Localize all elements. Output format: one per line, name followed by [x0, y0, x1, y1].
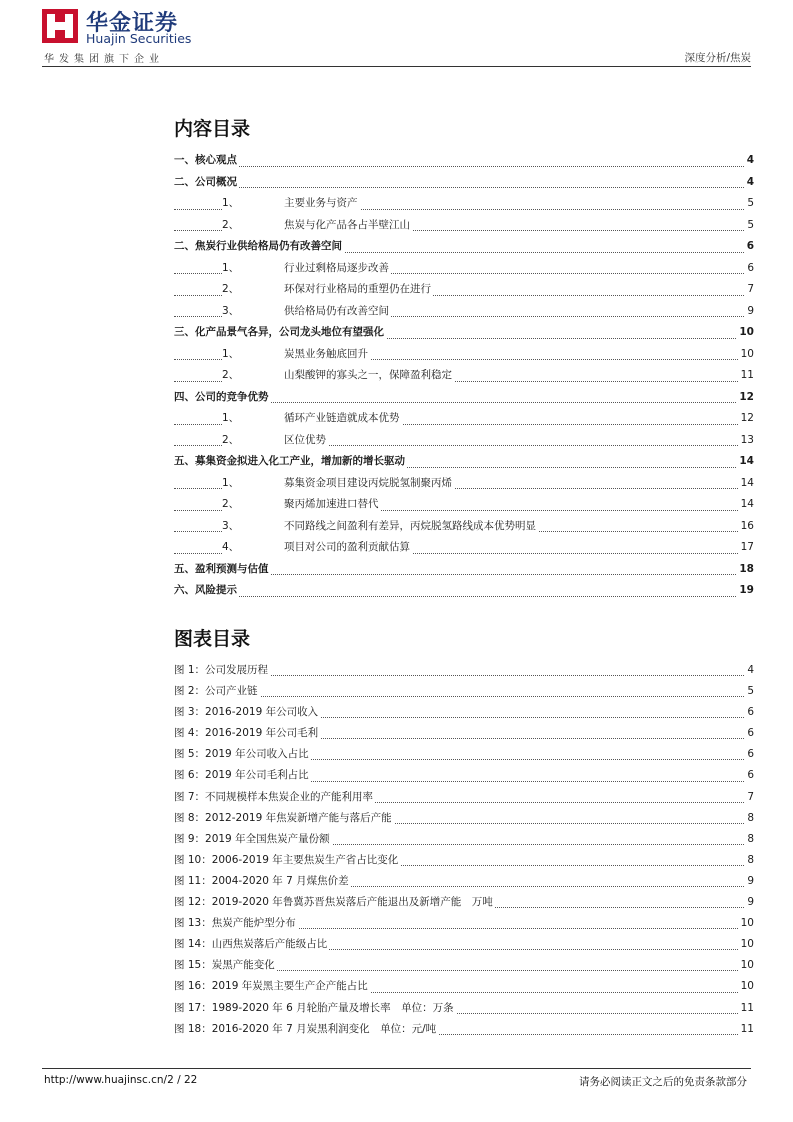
- entry-text: 焦炭与化产品各占半壁江山: [284, 218, 410, 231]
- entry-number: 2、: [222, 218, 240, 231]
- entry-page-number: 13: [738, 430, 754, 452]
- toc-section-entry[interactable]: [174, 322, 754, 344]
- entry-label: 图 2：公司产业链: [174, 681, 260, 702]
- footer-url[interactable]: http://www.huajinsc.cn/: [44, 1074, 168, 1086]
- toc-subsection-entry[interactable]: [174, 215, 754, 237]
- entry-label: 图 14：山西焦炭落后产能级占比: [174, 934, 329, 955]
- entry-page-number: 17: [738, 537, 754, 559]
- entry-label: 图 17：1989-2020 年 6 月轮胎产量及增长率 单位：万条: [174, 998, 456, 1019]
- toc-subsection-entry[interactable]: [174, 279, 754, 301]
- entry-page-number: 9: [744, 871, 754, 892]
- entry-label: [222, 193, 360, 215]
- entry-label: 二、公司概况: [174, 172, 239, 194]
- entry-page-number: 10: [738, 344, 754, 366]
- report-type: 深度分析/焦炭: [684, 52, 751, 64]
- entry-page-number: 6: [744, 258, 754, 280]
- entry-page-number: 18: [736, 559, 754, 581]
- entry-label: 三、化产品景气各异，公司龙头地位有望强化: [174, 322, 386, 344]
- huajin-logo-icon: [42, 9, 78, 43]
- entry-page-number: 5: [744, 681, 754, 702]
- entry-page-number: 6: [744, 765, 754, 786]
- toc-section-entry[interactable]: [174, 387, 754, 409]
- entry-label: 图 1：公司发展历程: [174, 660, 270, 681]
- entry-label: 图 6：2019 年公司毛利占比: [174, 765, 311, 786]
- entry-text: 项目对公司的盈利贡献估算: [284, 541, 410, 553]
- entry-page-number: 16: [738, 516, 754, 538]
- toc-subsection-entry[interactable]: [174, 516, 754, 538]
- figure-entry[interactable]: [174, 808, 754, 829]
- entry-page-number: 11: [738, 1019, 754, 1040]
- entry-page-number: 7: [744, 279, 754, 301]
- entry-page-number: 14: [736, 451, 754, 473]
- header-divider: [42, 66, 751, 67]
- figures-title: 图表目录: [174, 628, 251, 650]
- entry-text: 区位优势: [284, 433, 326, 446]
- toc-section-entry[interactable]: [174, 236, 754, 258]
- entry-label: [222, 473, 454, 495]
- toc-subsection-entry[interactable]: [174, 258, 754, 280]
- dot-leader: [174, 166, 748, 167]
- entry-page-number: 6: [744, 723, 754, 744]
- entry-page-number: 10: [738, 955, 754, 976]
- entry-page-number: 11: [738, 365, 754, 387]
- figure-entry[interactable]: [174, 934, 754, 955]
- entry-label: 图 13：焦炭产能炉型分布: [174, 913, 298, 934]
- entry-label: 图 7：不同规模样本焦炭企业的产能利用率: [174, 787, 375, 808]
- entry-number: 2、: [222, 283, 240, 295]
- entry-text: 山梨酸钾的寡头之一，保障盈利稳定: [284, 369, 452, 381]
- entry-label: 图 8：2012-2019 年焦炭新增产能与落后产能: [174, 808, 394, 829]
- entry-page-number: 9: [744, 301, 754, 323]
- toc-subsection-entry[interactable]: [174, 365, 754, 387]
- entry-label: 六、风险提示: [174, 580, 239, 602]
- entry-label: [222, 301, 391, 323]
- toc-subsection-entry[interactable]: [174, 473, 754, 495]
- figure-entry[interactable]: [174, 765, 754, 786]
- entry-page-number: 11: [738, 998, 754, 1019]
- entry-number: 3、: [222, 304, 240, 317]
- entry-page-number: 7: [744, 787, 754, 808]
- footer-divider: [42, 1068, 751, 1069]
- entry-page-number: 5: [744, 193, 754, 215]
- entry-label: 图 12：2019-2020 年鲁冀苏晋焦炭落后产能退出及新增产能 万吨: [174, 892, 495, 913]
- entry-page-number: 12: [738, 408, 754, 430]
- entry-text: 环保对行业格局的重塑仍在进行: [284, 283, 431, 295]
- entry-text: 炭黑业务触底回升: [284, 347, 368, 360]
- entry-text: 行业过剩格局逐步改善: [284, 261, 389, 274]
- toc-subsection-entry[interactable]: [174, 494, 754, 516]
- footer-disclaimer: 请务必阅读正文之后的免责条款部分: [579, 1076, 747, 1088]
- entry-label: 五、募集资金拟进入化工产业，增加新的增长驱动: [174, 451, 407, 473]
- footer-page-number: 2 / 22: [167, 1074, 198, 1086]
- entry-page-number: 9: [744, 892, 754, 913]
- entry-number: 4、: [222, 541, 240, 553]
- figure-entry[interactable]: [174, 660, 754, 681]
- entry-text: 主要业务与资产: [284, 197, 358, 209]
- entry-number: 1、: [222, 261, 240, 274]
- entry-number: 1、: [222, 347, 240, 360]
- entry-page-number: 10: [738, 934, 754, 955]
- entry-page-number: 12: [736, 387, 754, 409]
- footer-page-info: [44, 1074, 197, 1086]
- entry-text: 聚丙烯加速进口替代: [284, 498, 379, 510]
- entry-page-number: 5: [744, 215, 754, 237]
- entry-label: 图 4：2016-2019 年公司毛利: [174, 723, 320, 744]
- toc-title: 内容目录: [174, 118, 251, 140]
- figure-entry[interactable]: [174, 976, 754, 997]
- entry-label: [222, 344, 370, 366]
- figure-entry[interactable]: [174, 892, 754, 913]
- figure-entry[interactable]: [174, 955, 754, 976]
- entry-page-number: 6: [744, 744, 754, 765]
- figure-entry[interactable]: [174, 829, 754, 850]
- entry-page-number: 14: [738, 494, 754, 516]
- entry-page-number: 8: [744, 808, 754, 829]
- entry-label: 二、焦炭行业供给格局仍有改善空间: [174, 236, 344, 258]
- figures-list: [174, 660, 754, 1040]
- entry-label: [222, 516, 538, 538]
- toc-subsection-entry[interactable]: [174, 430, 754, 452]
- figure-entry[interactable]: [174, 702, 754, 723]
- entry-label: 图 16：2019 年炭黑主要生产企产能占比: [174, 976, 370, 997]
- dot-leader: [174, 696, 748, 697]
- entry-label: 图 15：炭黑产能变化: [174, 955, 277, 976]
- entry-page-number: 19: [736, 580, 754, 602]
- toc-subsection-entry[interactable]: [174, 537, 754, 559]
- brand-subtitle: 华发集团旗下企业: [44, 54, 164, 65]
- entry-page-number: 8: [744, 829, 754, 850]
- entry-label: 五、盈利预测与估值: [174, 559, 271, 581]
- entry-label: [222, 215, 412, 237]
- entry-number: 2、: [222, 433, 240, 446]
- entry-page-number: 4: [744, 660, 754, 681]
- entry-label: 图 10：2006-2019 年主要焦炭生产省占比变化: [174, 850, 400, 871]
- entry-label: [222, 430, 328, 452]
- figure-entry[interactable]: [174, 850, 754, 871]
- entry-page-number: 14: [738, 473, 754, 495]
- entry-page-number: 4: [744, 172, 754, 194]
- entry-label: [222, 537, 412, 559]
- entry-label: 图 3：2016-2019 年公司收入: [174, 702, 320, 723]
- figure-entry[interactable]: [174, 681, 754, 702]
- entry-number: 2、: [222, 369, 240, 381]
- toc-subsection-entry[interactable]: [174, 344, 754, 366]
- entry-label: [222, 494, 381, 516]
- toc-list: [174, 150, 754, 602]
- toc-section-entry[interactable]: [174, 150, 754, 172]
- entry-page-number: 10: [738, 913, 754, 934]
- toc-subsection-entry[interactable]: [174, 408, 754, 430]
- entry-page-number: 10: [736, 322, 754, 344]
- entry-text: 不同路线之间盈利有差异，丙烷脱氢路线成本优势明显: [284, 519, 536, 532]
- entry-label: 一、核心观点: [174, 150, 239, 172]
- entry-label: 图 9：2019 年全国焦炭产量份额: [174, 829, 332, 850]
- entry-text: 循环产业链造就成本优势: [284, 412, 400, 424]
- figure-entry[interactable]: [174, 913, 754, 934]
- brand-name-cn: 华金证券: [86, 11, 179, 36]
- toc-section-entry[interactable]: [174, 172, 754, 194]
- entry-page-number: 8: [744, 850, 754, 871]
- entry-label: 图 18：2016-2020 年 7 月炭黑利润变化 单位：元/吨: [174, 1019, 438, 1040]
- entry-label: 图 5：2019 年公司收入占比: [174, 744, 311, 765]
- entry-number: 3、: [222, 519, 240, 532]
- figure-entry[interactable]: [174, 1019, 754, 1040]
- entry-label: 图 11：2004-2020 年 7 月煤焦价差: [174, 871, 351, 892]
- entry-label: [222, 365, 454, 387]
- toc-section-entry[interactable]: [174, 451, 754, 473]
- figure-entry[interactable]: [174, 744, 754, 765]
- entry-number: 1、: [222, 476, 240, 489]
- entry-number: 1、: [222, 412, 240, 424]
- brand-name-en: Huajin Securities: [86, 31, 192, 46]
- toc-section-entry[interactable]: [174, 580, 754, 602]
- entry-page-number: 6: [744, 236, 754, 258]
- entry-label: [222, 258, 391, 280]
- entry-number: 2、: [222, 498, 240, 510]
- figure-entry[interactable]: [174, 723, 754, 744]
- entry-number: 1、: [222, 197, 240, 209]
- entry-page-number: 10: [738, 976, 754, 997]
- dot-leader: [174, 187, 748, 188]
- entry-page-number: 4: [744, 150, 754, 172]
- entry-label: [222, 408, 402, 430]
- toc-subsection-entry[interactable]: [174, 301, 754, 323]
- toc-subsection-entry[interactable]: [174, 193, 754, 215]
- dot-leader: [174, 596, 748, 597]
- entry-label: [222, 279, 433, 301]
- figure-entry[interactable]: [174, 871, 754, 892]
- entry-text: 募集资金项目建设丙烷脱氢制聚丙烯: [284, 476, 452, 489]
- entry-label: 四、公司的竞争优势: [174, 387, 271, 409]
- figure-entry[interactable]: [174, 998, 754, 1019]
- figure-entry[interactable]: [174, 787, 754, 808]
- entry-page-number: 6: [744, 702, 754, 723]
- toc-section-entry[interactable]: [174, 559, 754, 581]
- entry-text: 供给格局仍有改善空间: [284, 304, 389, 317]
